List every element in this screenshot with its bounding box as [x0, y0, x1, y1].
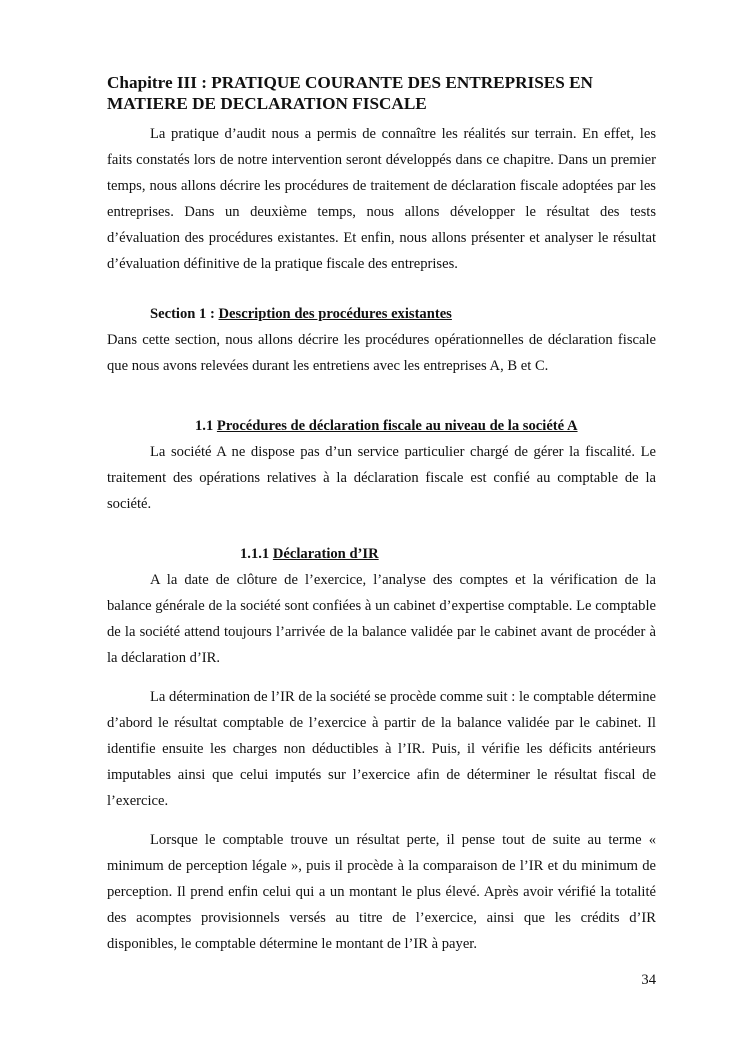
section-1-prefix: Section 1 : — [150, 306, 215, 322]
intro-paragraph: La pratique d’audit nous a permis de connaître les réalités sur terrain. En effet, les faits constatés lors de notre intervention seront développés dans ce chapitre. Dans un premier temps, nous allons décrire les procédures de traitement de déclaration fiscale adoptées par les entreprises. Dans un deuxième temps, nous allons développer le résultat des tests d’évaluation des procédures existantes. Et enfin, nous allons présenter et analyser le résultat d’évaluation définitive de la pratique fiscale des entreprises. — [107, 126, 656, 272]
section-1-title: Description des procédures existantes — [218, 306, 452, 322]
subsection-1-1-1-title: Déclaration d’IR — [272, 546, 379, 562]
subsection-1-1-title: Procédures de déclaration fiscale au niveau de la société A — [216, 418, 578, 434]
document-page — [107, 72, 656, 957]
page-number: 34 — [641, 972, 656, 988]
ir-paragraph-1: A la date de clôture de l’exercice, l’analyse des comptes et la vérification de la balance générale de la société sont confiées à un cabinet d’expertise comptable. Le comptable de la société attend toujours l’arrivée de la balance validée par le cabinet avant de procéder à la déclaration d’IR. — [107, 572, 656, 666]
chapter-title-line-2: MATIERE DE DECLARATION FISCALE — [107, 94, 427, 113]
subsection-1-1-paragraph: La société A ne dispose pas d’un service particulier chargé de gérer la fiscalité. Le traitement des opérations relatives à la déclaration fiscale est confié au comptable de la société. — [107, 444, 656, 512]
section-1-paragraph: Dans cette section, nous allons décrire les procédures opérationnelles de déclaration fiscale que nous avons relevées durant les entretiens avec les entreprises A, B et C. — [107, 332, 656, 374]
subsection-1-1-1-number: 1.1.1 — [240, 546, 270, 562]
subsection-1-1-heading — [107, 413, 656, 439]
ir-paragraph-3: Lorsque le comptable trouve un résultat perte, il pense tout de suite au terme « minimum de perception légale », puis il procède à la comparaison de l’IR et du minimum de perception. Il prend enfin celui qui a un montant le plus élevé. Après avoir vérifié la totalité des acomptes provisionnels versés au titre de l’exercice, ainsi que les crédits d’IR disponibles, le comptable détermine le montant de l’IR à payer. — [107, 832, 656, 952]
ir-paragraph-2: La détermination de l’IR de la société se procède comme suit : le comptable détermine d’abord le résultat comptable de l’exercice à partir de la balance validée par le cabinet. Il identifie ensuite les charges non déductibles à l’IR. Puis, il vérifie les déficits antérieurs imputables ainsi que celui imputés sur l’exercice afin de déterminer le résultat fiscal de l’exercice. — [107, 689, 656, 809]
subsection-1-1-number: 1.1 — [195, 418, 214, 434]
section-1-heading — [107, 301, 656, 327]
chapter-title-line-1: Chapitre III : PRATIQUE COURANTE DES ENTREPRISES EN — [107, 73, 593, 92]
chapter-title — [107, 72, 656, 114]
subsection-1-1-1-heading — [107, 541, 656, 567]
